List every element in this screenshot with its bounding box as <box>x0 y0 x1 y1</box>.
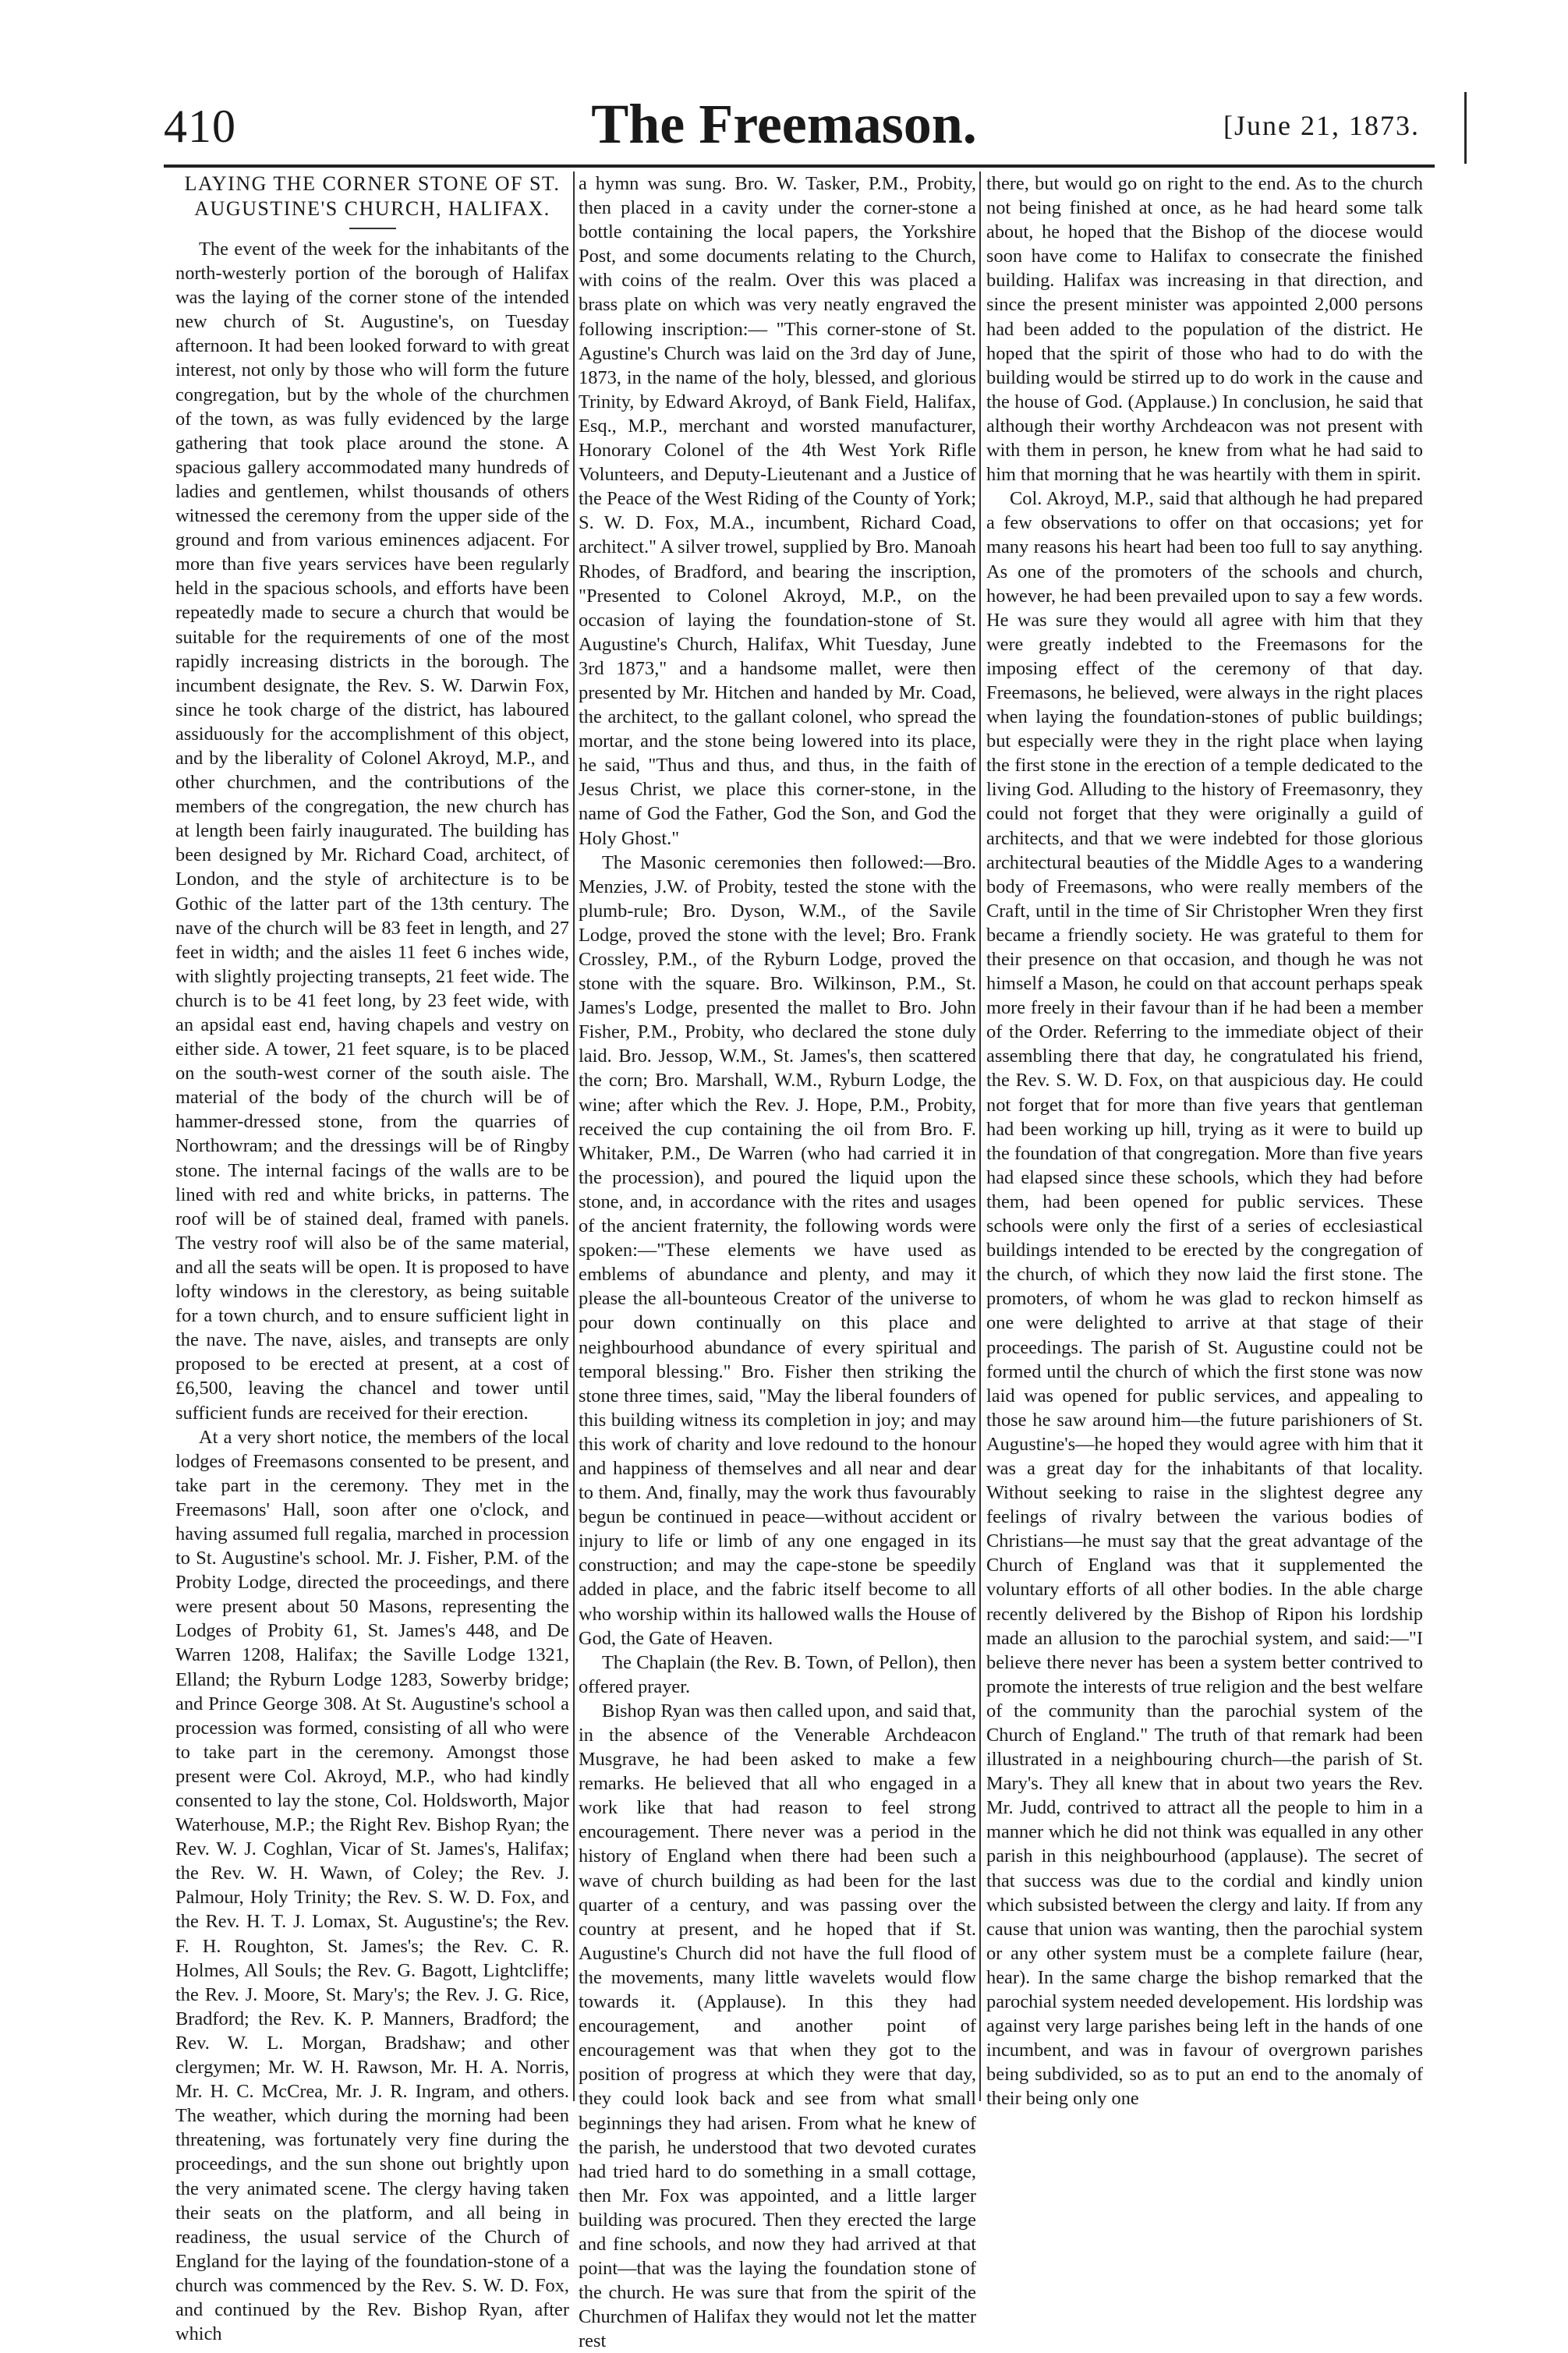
paragraph: Col. Akroyd, M.P., said that although he had prepared a few observations to offer on that occasions; yet for many reasons his heart had been too full to say anything. As one of the promoters of the schools and church, however, he had been prevailed upon to say a few words. He was sure they would all agree with him that they were greatly indebted to the Freemasons for the imposing effect of the ceremony of that day. Freemasons, he believed, were always in the right places when laying the foundation-stones of public buildings; but especially were they in the right place when laying the first stone in the erection of a temple dedicated to the living God. Alluding to the history of Freemasonry, they could not forget that they were originally a guild of architects, and that we were indebted for those glorious architectural beauties of the Middle Ages to a wandering body of Freemasons, who were really members of the Craft, until in the time of Sir Christopher Wren they first became a friendly society. He was grateful to them for their presence on that occasion, and though he was not himself a Mason, he could on that account perhaps speak more freely in their favour than if he had been a member of the Order. Referring to the immediate object of their assembling there that day, he congratulated his friend, the Rev. S. W. D. Fox, on that auspicious day. He could not forget that for more than five years that gentleman had been working up hill, trying as it were to build up the foundation of that congregation. More than five years had elapsed since these schools, which they had before them, had been opened for public services. These schools were only the first of a series of ecclesiastical buildings intended to be erected by the congregation of the church, of which they now laid the first stone. The promoters, of whom he was glad to reckon himself as one were delighted to arrive at that stage of their proceedings. The parish of St. Augustine could not be formed until the church of which the first stone was now laid was opened for public services, and appealing to those he saw around him—the future parishioners of St. Augustine's—he hoped they would agree with him that it was a great day for the inhabitants of that locality. Without seeking to raise in the slightest degree any feelings of rivalry between the various bodies of Christians—he must say that the great advantage of the Church of England was that it supplemented the voluntary efforts of all other bodies. In the able charge recently delivered by the Bishop of Ripon his lordship made an allusion to the parochial system, and said:—"I believe there never has been a system better contrived to promote the interests of true religion and the best welfare of the community than the parochial system of the Church of England." The truth of that remark had been illustrated in a neighbouring church—the parish of St. Mary's. They all knew that in about two years the Rev. Mr. Judd, contrived to attract all the people to him in a manner which he did not think was equalled in any other parish in this neighbourhood (applause). The secret of that success was due to the cordial and kindly union which subsisted between the clergy and laity. If from any cause that union was wanting, then the parochial system or any other system must be a complete failure (hear, hear). In the same charge the bishop remarked that the parochial system needed developement. His lordship was against very large parishes being left in the hands of one incumbent, and was in favour of overgrown parishes being subdivided, so as to put an end to the anomaly of their being only one <box>986 488 1423 2110</box>
paragraph: At a very short notice, the members of the local lodges of Freemasons consented to be present, and take part in the ceremony. They met in the Freemasons' Hall, soon after one o'clock, and having assumed full regalia, marched in procession to St. Augustine's school. Mr. J. Fisher, P.M. of the Probity Lodge, directed the proceedings, and there were present about 50 Masons, representing the Lodges of Probity 61, St. James's 448, and De Warren 1208, Halifax; the Saville Lodge 1321, Elland; the Ryburn Lodge 1283, Sowerby bridge; and Prince George 308. At St. Augustine's school a procession was formed, consisting of all who were to take part in the ceremony. Amongst those present were Col. Akroyd, M.P., who had kindly consented to lay the stone, Col. Holdsworth, Major Waterhouse, M.P.; the Right Rev. Bishop Ryan; the Rev. W. J. Coghlan, Vicar of St. James's, Halifax; the Rev. W. H. Wawn, of Coley; the Rev. J. Palmour, Holy Trinity; the Rev. S. W. D. Fox, and the Rev. H. T. J. Lomax, St. Augustine's; the Rev. F. H. Roughton, St. James's; the Rev. C. R. Holmes, All Souls; the Rev. G. Bagott, Lightcliffe; the Rev. J. Moore, St. Mary's; the Rev. J. G. Rice, Bradford; the Rev. K. P. Manners, Bradford; the Rev. W. L. Morgan, Bradshaw; and other clergymen; Mr. W. H. Rawson, Mr. H. A. Norris, Mr. H. C. McCrea, Mr. J. R. Ingram, and others. The weather, which during the morning had been threatening, was fortunately very fine during the proceedings, and the sun shone out brightly upon the very animated scene. The clergy having taken their seats on the platform, and all being in readiness, the usual service of the Church of England for the laying of the foundation-stone of a church was commenced by the Rev. S. W. D. Fox, and continued by the Rev. Bishop Ryan, after which <box>175 1426 569 2345</box>
page-number: 410 <box>164 101 236 152</box>
paragraph: The Masonic ceremonies then followed:—Bro. Menzies, J.W. of Probity, tested the stone with the plumb-rule; Bro. Dyson, W.M., of the Savile Lodge, proved the stone with the level; Bro. Frank Crossley, P.M., of the Ryburn Lodge, proved the stone with the square. Bro. Wilkinson, P.M., St. James's Lodge, presented the mallet to Bro. John Fisher, P.M., Probity, who declared the stone duly laid. Bro. Jessop, W.M., St. James's, then scattered the corn; Bro. Marshall, W.M., Ryburn Lodge, the wine; after which the Rev. J. Hope, P.M., Probity, received the cup containing the oil from Bro. F. Whitaker, P.M., De Warren (who had carried it in the procession), and poured the liquid upon the stone, and, in accordance with the rites and usages of the ancient fraternity, the following words were spoken:—"These elements we have used as emblems of abundance and plenty, and may it please the all-bounteous Creator of the universe to pour down continually on this place and neighbourhood abundance of every spiritual and temporal blessing." Bro. Fisher then striking the stone three times, said, "May the liberal founders of this building witness its completion in joy; and may this work of charity and love redound to the honour and happiness of themselves and all near and dear to them. And, finally, may the work thus favourably begun be continued in peace—without accident or injury to life or limb of any one engaged in its construction; and may the cape-stone be speedily added in place, and the fabric itself become to all who worship within its hallowed walls the House of God, the Gate of Heaven. <box>579 851 976 1649</box>
paragraph: The event of the week for the inhabitants of the north-westerly portion of the borough of Halifax was the laying of the corner stone of the intended new church of St. Augustine's, on Tuesday afternoon. It had been looked forward to with great interest, not only by those who will form the future congregation, but by the whole of the churchmen of the town, as was fully evidenced by the large gathering that took place around the stone. A spacious gallery accommodated many hundreds of ladies and gentlemen, whilst thousands of others witnessed the ceremony from the upper side of the ground and from various eminences adjacent. For more than five years services have been regularly held in the spacious schools, and efforts have been repeatedly made to secure a church that would be suitable for the requirements of one of the most rapidly increasing districts in the borough. The incumbent designate, the Rev. S. W. Darwin Fox, since he took charge of the district, has laboured assiduously for the accomplishment of this object, and by the liberality of Colonel Akroyd, M.P., and other churchmen, and the contributions of the members of the congregation, the new church has at length been fairly inaugurated. The building has been designed by Mr. Richard Coad, architect, of London, and the style of architecture is to be Gothic of the latter part of the 13th century. The nave of the church will be 83 feet in length, and 27 feet in width; and the aisles 11 feet 6 inches wide, with slightly projecting transepts, 21 feet wide. The church is to be 41 feet long, by 23 feet wide, with an apsidal east end, having chapels and vestry on either side. A tower, 21 feet square, is to be placed on the south-west corner of the south aisle. The material of the body of the church will be of hammer-dressed stone, from the quarries of Northowram; and the dressings will be of Ringby stone. The internal facings of the walls are to be lined with red and white bricks, in patterns. The roof will be of stained deal, framed with panels. The vestry roof will also be of the same material, and all the seats will be open. It is proposed to have lofty windows in the clerestory, as being suitable for a town church, and to ensure sufficient light in the nave. The nave, aisles, and transepts are only proposed to be erected at present, at a cost of £6,500, leaving the chancel and tower until sufficient funds are received for their erection. <box>175 239 569 1424</box>
column-rule <box>573 172 575 2101</box>
margin-mark <box>1464 92 1467 164</box>
paragraph: The Chaplain (the Rev. B. Town, of Pellon), then offered prayer. <box>579 1651 976 1697</box>
title-rule <box>349 228 396 229</box>
column-2 <box>579 172 976 2352</box>
paragraph: a hymn was sung. Bro. W. Tasker, P.M., Probity, then placed in a cavity under the corner-stone a bottle containing the local papers, the Yorkshire Post, and some documents relating to the Church, with coins of the realm. Over this was placed a brass plate on which was very neatly engraved the following inscription:— "This corner-stone of St. Agustine's Church was laid on the 3rd day of June, 1873, in the name of the holy, blessed, and glorious Trinity, by Edward Akroyd, of Bank Field, Halifax, Esq., M.P., merchant and worsted manufacturer, Honorary Colonel of the 4th West York Rifle Volunteers, and Deputy-Lieutenant and a Justice of the Peace of the West Riding of the County of York; S. W. D. Fox, M.A., incumbent, Richard Coad, architect." A silver trowel, supplied by Bro. Manoah Rhodes, of Bradford, and bearing the inscription, "Presented to Colonel Akroyd, M.P., on the occasion of laying the foundation-stone of St. Augustine's Church, Halifax, Whit Tuesday, June 3rd 1873," and a handsome mallet, were then presented by Mr. Hitchen and handed by Mr. Coad, the architect, to the gallant colonel, who spread the mortar, and the stone being lowered into its place, he said, "Thus and thus, and thus, in the faith of Jesus Christ, we place this corner-stone, in the name of God the Father, God the Son, and God the Holy Ghost." <box>579 173 976 849</box>
dateline: [June 21, 1873. <box>1223 110 1420 141</box>
column-rule <box>979 172 981 2101</box>
column-3 <box>986 172 1423 2110</box>
paragraph: Bishop Ryan was then called upon, and said that, in the absence of the Venerable Archdeacon Musgrave, he had been asked to make a few remarks. He believed that all who engaged in a work like that had reason to feel strong encouragement. There never was a period in the history of England when there had been such a wave of church building as had been for the last quarter of a century, and was passing over the country at present, and he hoped that if St. Augustine's Church did not have the full flood of the movements, many little wavelets would flow towards it. (Applause). In this they had encouragement, and another point of encouragement was that when they got to the position of progress at which they were that day, they could look back and see from what small beginnings they had arisen. From what he knew of the parish, he understood that two devoted curates had tried hard to do something in a small cottage, then Mr. Fox was appointed, and a little larger building was procured. Then they erected the large and fine schools, and now they had arrived at that point—that was the laying the foundation stone of the church. He was sure that from the spirit of the Churchmen of Halifax they would not let the matter rest <box>579 1700 976 2352</box>
article-title: LAYING THE CORNER STONE OF ST. AUGUSTINE'S CHURCH, HALIFAX. <box>184 172 561 220</box>
masthead: The Freemason. <box>591 93 977 155</box>
paragraph: there, but would go on right to the end. As to the church not being finished at once, as he had heard some talk about, he hoped that the Bishop of the diocese would soon have come to Halifax to consecrate the finished building. Halifax was increasing in that direction, and since the present minister was appointed 2,000 persons had been added to the population of the district. He hoped that the spirit of those who had to do with the building would be stirred up to do work in the cause and the house of God. (Applause.) In conclusion, he said that although their worthy Archdeacon was not present with with them in person, he knew from what he had said to him that morning that he was heartily with them in spirit. <box>986 173 1423 486</box>
column-1 <box>175 172 569 2345</box>
header-rule <box>164 165 1435 168</box>
